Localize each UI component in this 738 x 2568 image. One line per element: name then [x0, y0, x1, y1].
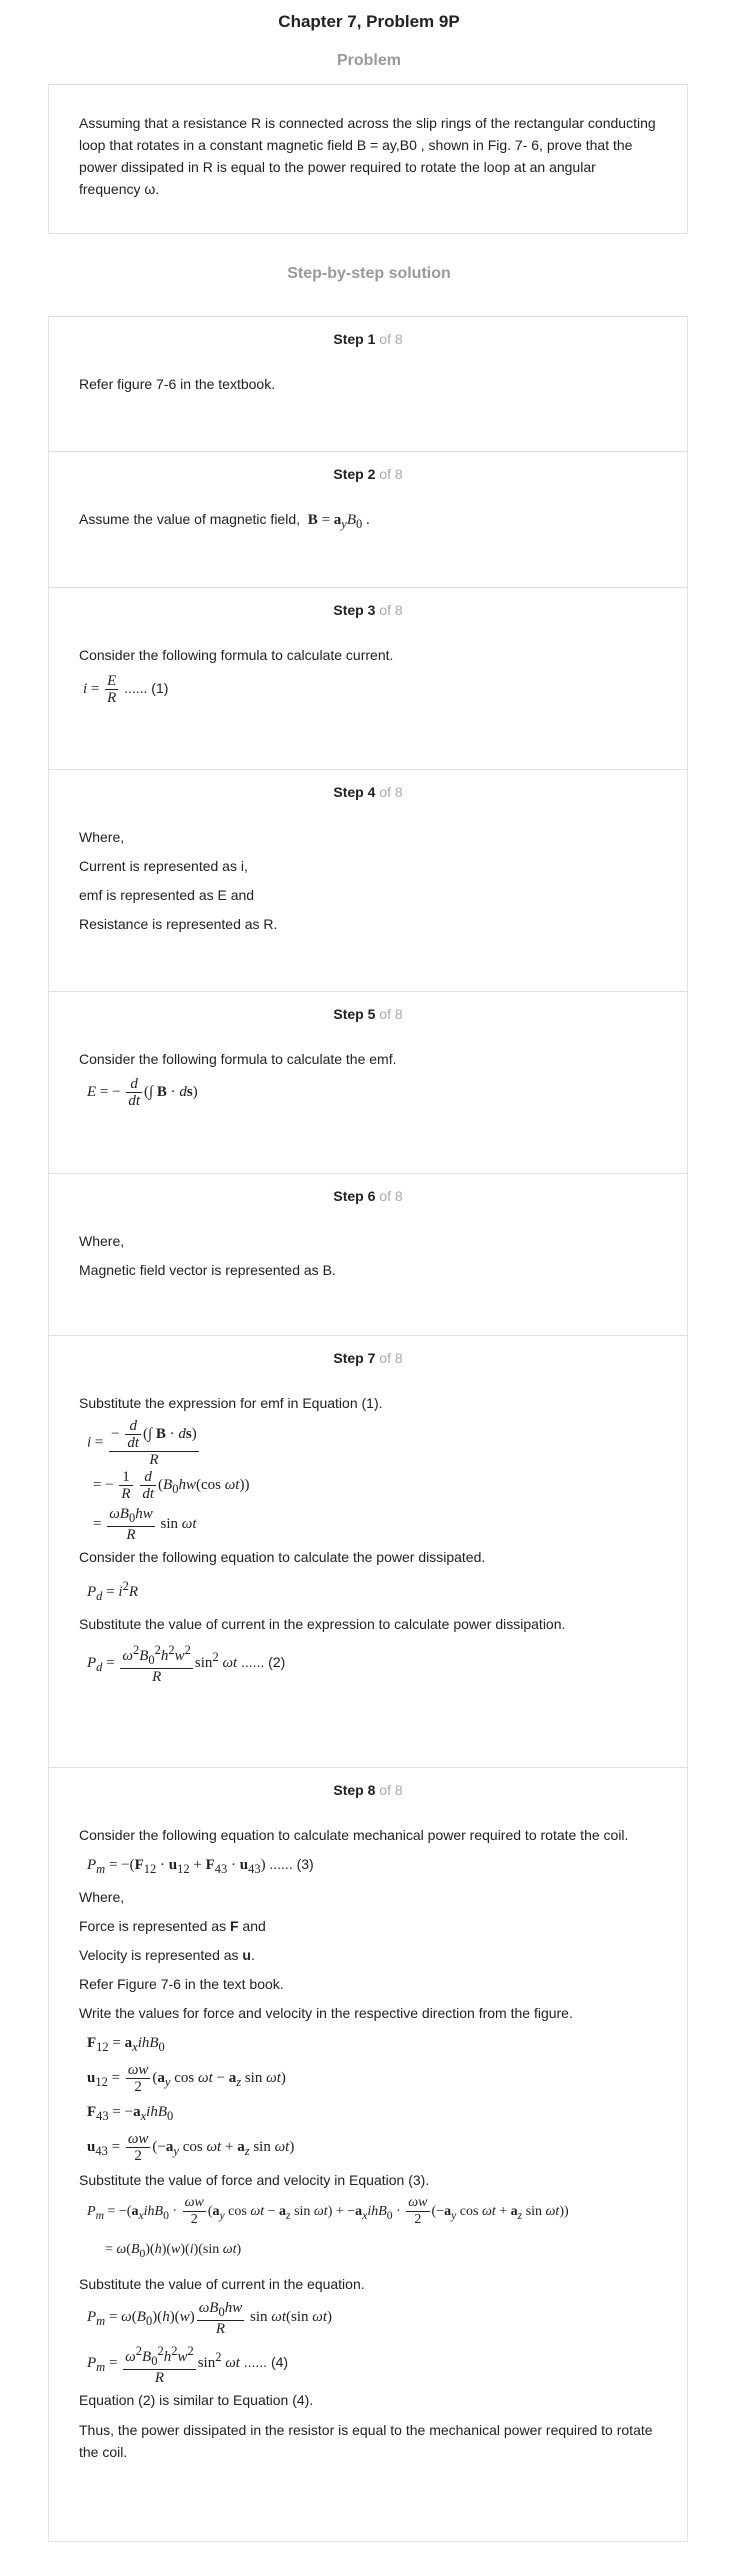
step-text: Assume the value of magnetic field, $B = a_yB_0$ .: [79, 511, 370, 531]
step-text: Where,: [79, 829, 125, 845]
step-5: [49, 991, 687, 1174]
step-text: Substitute the expression for emf in Equation (1).: [79, 1395, 383, 1411]
step-text: Refer figure 7-6 in the textbook.: [79, 376, 276, 392]
page-title: Chapter 7, Problem 9P: [278, 12, 460, 31]
step-header: Step 4 of 8: [333, 784, 403, 800]
step-header: Step 5 of 8: [333, 1006, 403, 1022]
step-text: Consider the following formula to calculate current.: [79, 647, 394, 663]
step-text: Consider the following equation to calculate the power dissipated.: [79, 1549, 486, 1565]
step-header: Step 7 of 8: [333, 1350, 403, 1366]
mechanical-power-derivation: $P_m = -(a_xihB_0$ · $\frac{\omega w}{2}$ ($a_y$ $\cos \omega t - a_z$ $\sin \omega t) + -a_xihB_0$ · $\frac{\omega w}{2}$ ($-a_y$ $\cos \omega t + a_z$ sin ωt)) = $\omega(B_0)(h)(w)(i)(\sin$ ωt): [87, 2195, 569, 2260]
step-text: Force is represented as F and: [79, 1918, 266, 1934]
step-text: Magnetic field vector is represented as B.: [79, 1262, 336, 1278]
step-header: Step 6 of 8: [333, 1188, 403, 1204]
step-text: Where,: [79, 1889, 125, 1905]
step-text: Velocity is represented as u.: [79, 1947, 255, 1963]
step-text: Substitute the value of force and velocity in Equation (3).: [79, 2171, 430, 2188]
step-text: Refer Figure 7-6 in the text book.: [79, 1976, 284, 1992]
problem-box: [48, 84, 688, 234]
step-header: Step 3 of 8: [333, 602, 403, 618]
step-6: [49, 1173, 687, 1336]
step-text: Write the values for force and velocity in the respective direction from the figure.: [79, 2005, 573, 2021]
step-1: [49, 317, 687, 451]
step-text: Resistance is represented as R.: [79, 916, 278, 932]
current-equation: i = $\frac{E}{R}$ ...... (1): [83, 673, 169, 707]
step-header: Step 1 of 8: [333, 331, 403, 347]
step-text: Consider the following equation to calculate mechanical power required to rotate the coil.: [79, 1827, 629, 1843]
step-7: [49, 1335, 687, 1768]
problem-heading: Problem: [336, 52, 401, 69]
step-header: Step 8 of 8: [333, 1782, 403, 1798]
step-text: Where,: [79, 1233, 125, 1249]
step-text: Consider the following formula to calculate the emf.: [79, 1051, 397, 1067]
solution-box: [48, 316, 688, 2542]
step-3: [49, 587, 687, 770]
step-2: [49, 451, 687, 588]
emf-equation: E = − $\frac{d}{dt}$ (∫ B · ds): [87, 1076, 198, 1110]
field-equation: $B = a_yB_0$ .: [307, 512, 370, 531]
step-text: Substitute the value of current in the equation.: [79, 2276, 365, 2293]
step-text: Substitute the value of current in the expression to calculate power dissipation.: [79, 1616, 566, 1632]
problem-text: Assuming that a resistance R is connected across the slip rings of the rectangular conducting loop that rotates in a constant magnetic field B = ay,B0 , shown in Fig. 7- 6, prove that the power dissipated in R is equal to the power required to rotate the loop at an angular frequency ω.: [79, 115, 656, 197]
force-velocity-values: $F_{12} = a_xihB_0$ $u_{12}$ = $\frac{\omega w}{2}$ ($a_y$ $\cos \omega t - a_z$ sin ωt) $F_{43} = -a_xihB_0$ $u_{43}$ = $\frac{\omega w}{2}$ ($-a_y$ $\cos \omega t + a_z$ sin ωt): [87, 2035, 295, 2164]
mechanical-power-final: $P_m$ = $\frac{\omega^2B_0^2h^2w^2}{R}$ $\sin^2 \omega t$ ...... (4): [87, 2343, 289, 2386]
conclusion-text: Thus, the power dissipated in the resistor is equal to the mechanical power required to rotate the coil.: [79, 2421, 653, 2460]
step-text: Equation (2) is similar to Equation (4).: [79, 2391, 314, 2408]
step-text: Current is represented as i,: [79, 858, 248, 874]
step-text: emf is represented as E and: [79, 887, 255, 903]
mechanical-power-substituted: $P_m = \omega(B_0)(h)(w)$ $\frac{\omega B_0hw}{R}$ sin ωt(sin ωt): [87, 2299, 333, 2337]
power-dissipated-equation: $P_d$ = $\frac{\omega^2B_0^2h^2w^2}{R}$ $\sin^2 \omega t$ ...... (2): [87, 1643, 286, 1686]
step-8: [49, 1767, 687, 2544]
step-4: [49, 769, 687, 992]
solution-heading: Step-by-step solution: [287, 265, 451, 282]
mechanical-power-formula: $P_m = -(F_{12} \cdot u_{12} + F_{43} \cdot u_{43})$ ...... (3): [87, 1856, 314, 1876]
current-derivation: i = − $\frac{d}{dt}$ (∫ B · ds) R = − $\frac{1}{R}$ $\frac{d}{dt}$ ($B_0hw(\cos$ ωt)) = $\frac{\omega B_0hw}{R}$ sin ωt: [87, 1418, 250, 1543]
step-header: Step 2 of 8: [333, 466, 403, 482]
power-formula: $P_d = i^2R$: [87, 1579, 138, 1603]
